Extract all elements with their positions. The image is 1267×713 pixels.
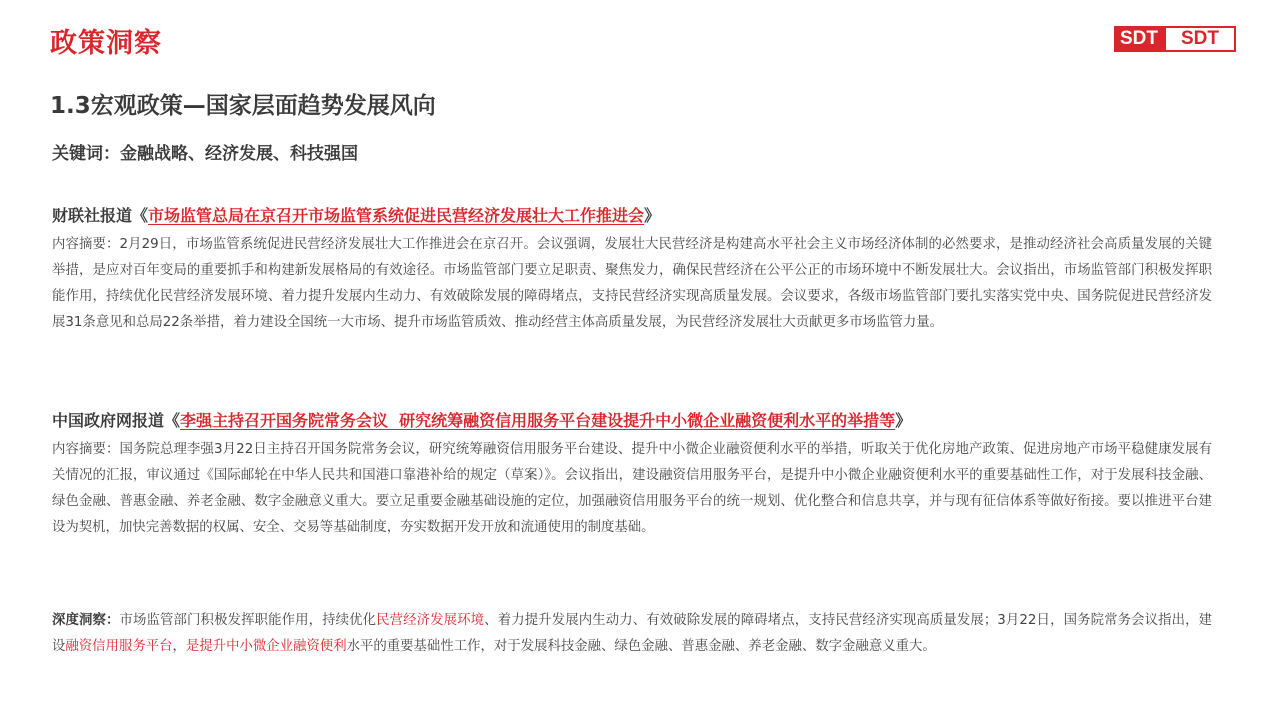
- insight-text-4: 水平的重要基础性工作，对于发展科技金融、绿色金融、普惠金融、养老金融、数字金融意义重大。: [346, 639, 936, 654]
- article-1-close-quote: 》: [644, 206, 661, 225]
- logo-left-text: SDT: [1114, 26, 1164, 52]
- insight-highlight-2: 融资信用服务平台: [65, 639, 173, 654]
- insight-text-2: 、着力提升发展内生动力、有效破除发展的障碍堵点，支持民营经济实现高质量发展；3月22日，国务院常务会议指出，建设: [52, 613, 1213, 654]
- insight-text-1: 市场监管部门积极发挥职能作用，持续优化: [119, 613, 377, 628]
- article-1-heading: [52, 202, 1212, 230]
- article-2-open-quote: 《: [164, 411, 181, 430]
- logo-right-text: SDT: [1164, 26, 1236, 52]
- article-1-summary: 内容摘要：2月29日，市场监管系统促进民营经济发展壮大工作推进会在京召开。会议强调，发展壮大民营经济是构建高水平社会主义市场经济体制的必然要求，是推动经济社会高质量发展的关键举措，是应对百年变局的重要抓手和构建新发展格局的有效途径。市场监管部门要立足职责、聚焦发力，确保民营经济在公平公正的市场环境中不断发展壮大。会议指出，市场监管部门积极发挥职能作用，持续优化民营经济发展环境、着力提升发展内生动力、有效破除发展的障碍堵点，支持民营经济实现高质量发展。会议要求，各级市场监管部门要扎实落实党中央、国务院促进民营经济发展31条意见和总局22条举措，着力建设全国统一大市场、提升市场监管质效、推动经营主体高质量发展，为民营经济发展壮大贡献更多市场监管力量。: [52, 237, 1212, 330]
- article-2-source: 中国政府网报道: [52, 411, 165, 430]
- insight-highlight-3: 是提升中小微企业融资便利: [185, 639, 347, 654]
- article-2-close-quote: 》: [895, 411, 912, 430]
- insight-text-3: ，: [172, 639, 186, 654]
- insight-highlight-1: 民营经济发展环境: [376, 613, 485, 628]
- article-1-title-link[interactable]: 市场监管总局在京召开市场监管系统促进民营经济发展壮大工作推进会: [148, 206, 645, 225]
- article-2-summary: 内容摘要：国务院总理李强3月22日主持召开国务院常务会议，研究统筹融资信用服务平台建设、提升中小微企业融资便利水平的举措，听取关于优化房地产政策、促进房地产市场平稳健康发展有关情况的汇报，审议通过《国际邮轮在中华人民共和国港口靠港补给的规定（草案）》。会议指出，建设融资信用服务平台，是提升中小微企业融资便利水平的重要基础性工作，对于发展科技金融、绿色金融、普惠金融、养老金融、数字金融意义重大。要立足重要金融基础设施的定位，加强融资信用服务平台的统一规划、优化整合和信息共享，并与现有征信体系等做好衔接。要以推进平台建设为契机，加快完善数据的权属、安全、交易等基础制度，夯实数据开发开放和流通使用的制度基础。: [52, 442, 1212, 535]
- article-1-open-quote: 《: [132, 206, 149, 225]
- deep-insight: [52, 608, 1212, 660]
- sdt-logo: [1114, 26, 1236, 52]
- article-2-heading: [52, 407, 1212, 435]
- article-1-source: 财联社报道: [52, 206, 133, 225]
- article-2: [52, 407, 1212, 541]
- keywords: 关键词：金融战略、经济发展、科技强国: [52, 144, 358, 164]
- article-1: [52, 202, 1212, 336]
- insight-label: 深度洞察：: [52, 613, 120, 628]
- brand-title: 政策洞察: [50, 28, 162, 59]
- article-2-title-link[interactable]: 李强主持召开国务院常务会议 研究统筹融资信用服务平台建设提升中小微企业融资便利水平的举措等: [180, 411, 896, 430]
- section-title: 1.3宏观政策—国家层面趋势发展风向: [50, 93, 436, 119]
